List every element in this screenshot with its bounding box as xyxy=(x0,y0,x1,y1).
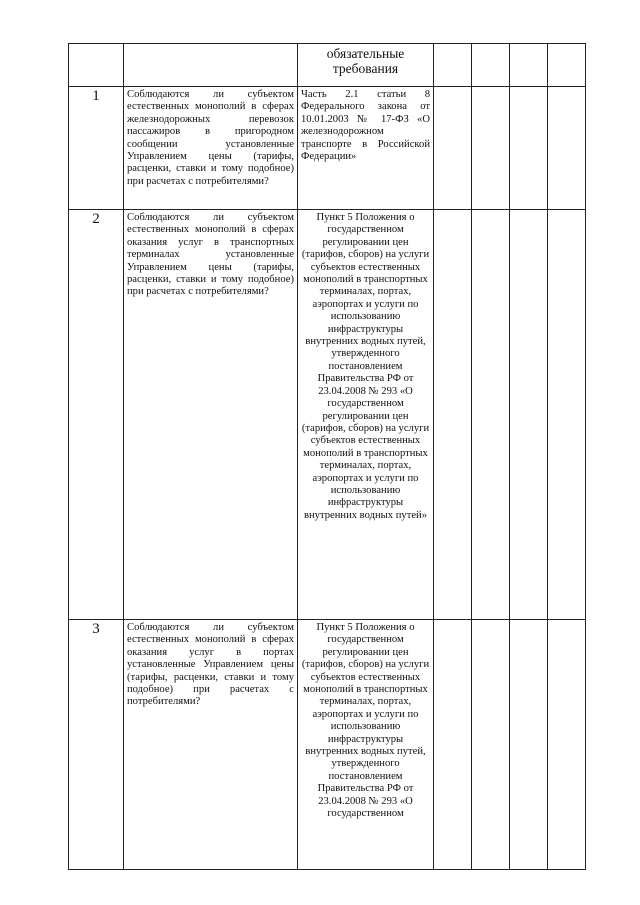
table-row xyxy=(69,620,586,870)
row-law-reference: Пункт 5 Положения о государственном регулировании цен (тарифов, сборов) на услуги субъектов естественных монополий в транспортных терминалах, портах, аэропортах и услуги по использованию инфраструктуры внутренних водных путей, утвержденного постановлением Правительства РФ от 23.04.2008 № 293 «О государственном xyxy=(298,620,434,870)
row-answer-cell[interactable] xyxy=(472,210,510,620)
header-cell-b xyxy=(472,44,510,87)
row-answer-cell[interactable] xyxy=(472,87,510,210)
row-answer-cell[interactable] xyxy=(472,620,510,870)
row-answer-cell[interactable] xyxy=(434,210,472,620)
row-answer-cell[interactable] xyxy=(510,87,548,210)
row-answer-cell[interactable] xyxy=(434,87,472,210)
header-cell-c xyxy=(510,44,548,87)
row-question: Соблюдаются ли субъектом естественных монополий в сферах оказания услуг в портах установленные Управлением цены (тарифы, расценки, ставки и тому подобное) при расчетах с потребителями? xyxy=(124,620,298,870)
header-cell-num xyxy=(69,44,124,87)
header-cell-a xyxy=(434,44,472,87)
row-question: Соблюдаются ли субъектом естественных монополий в сферах железнодорожных перевозок пассажиров в пригородном сообщении установленные Управлением цены (тарифы, расценки, ставки и тому подобное) при расчетах с потребителями? xyxy=(124,87,298,210)
row-law-reference: Пункт 5 Положения о государственном регулировании цен (тарифов, сборов) на услуги субъектов естественных монополий в транспортных терминалах, портах, аэропортах и услуги по использованию инфраструктуры внутренних водных путей, утвержденного постановлением Правительства РФ от 23.04.2008 № 293 «О государственном регулировании цен (тарифов, сборов) на услуги субъектов естественных монополий в транспортных терминалах, портах, аэропортах и услуги по использованию инфраструктуры внутренних водных путей» xyxy=(298,210,434,620)
row-number: 3 xyxy=(69,620,124,870)
row-question: Соблюдаются ли субъектом естественных монополий в сферах оказания услуг в транспортных терминалах установленные Управлением цены (тарифы, расценки, ставки и тому подобное) при расчетах с потребителями? xyxy=(124,210,298,620)
header-cell-law: обязательные требования xyxy=(298,44,434,87)
row-note-cell[interactable] xyxy=(548,87,586,210)
table-row xyxy=(69,87,586,210)
row-law-reference: Часть 2.1 статьи 8 Федерального закона от 10.01.2003 № 17-ФЗ «О железнодорожном транспорте в Российской Федерации» xyxy=(298,87,434,210)
requirements-table xyxy=(68,43,586,870)
table-header-row xyxy=(69,44,586,87)
row-number: 1 xyxy=(69,87,124,210)
row-note-cell[interactable] xyxy=(548,620,586,870)
table-row xyxy=(69,210,586,620)
row-answer-cell[interactable] xyxy=(510,210,548,620)
row-answer-cell[interactable] xyxy=(510,620,548,870)
row-number: 2 xyxy=(69,210,124,620)
row-answer-cell[interactable] xyxy=(434,620,472,870)
header-cell-question xyxy=(124,44,298,87)
header-cell-d xyxy=(548,44,586,87)
row-note-cell[interactable] xyxy=(548,210,586,620)
